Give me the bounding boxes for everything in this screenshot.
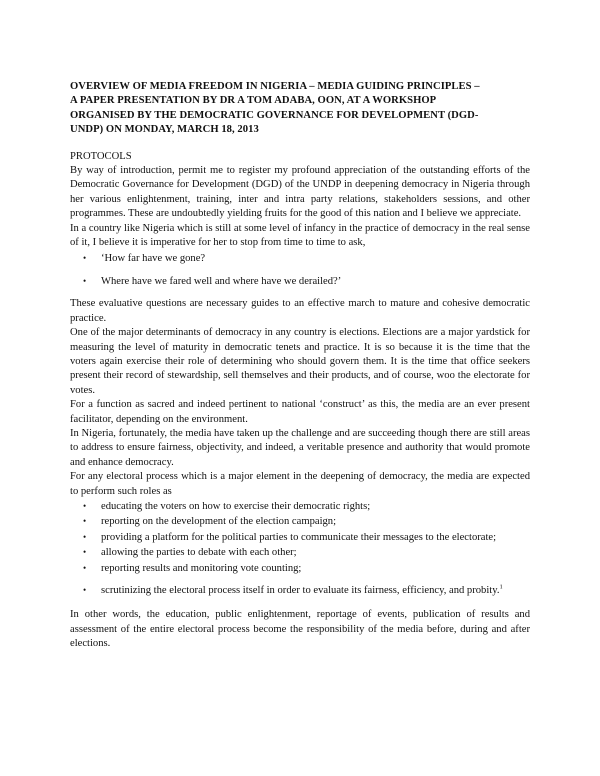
paragraph-nigeria-media: In Nigeria, fortunately, the media have taken up the challenge and are succeeding though there are still areas to address to ensure fairness, objectivity, and indeed, a veritable presence and authority that would promote and enhance democracy.	[70, 427, 530, 468]
list-item-text: reporting results and monitoring vote counting;	[101, 562, 302, 574]
title-line: OVERVIEW OF MEDIA FREEDOM IN NIGERIA – MEDIA GUIDING PRINCIPLES –	[70, 81, 480, 92]
list-item	[83, 252, 530, 266]
list-item	[83, 531, 530, 545]
question-list	[83, 252, 530, 289]
list-item-text: reporting on the development of the election campaign;	[101, 516, 337, 528]
bullet-icon: •	[83, 500, 87, 511]
title-line: A PAPER PRESENTATION BY DR A TOM ADABA, OON, AT A WORKSHOP	[70, 95, 437, 107]
paragraph-facilitator: For a function as sacred and indeed pertinent to national ‘construct’ as this, the media are an ever present facilitator, depending on the environment.	[70, 399, 530, 425]
paragraph-evaluative: These evaluative questions are necessary guides to an effective march to mature and cohesive democratic practice.	[70, 298, 530, 324]
paragraph-introduction: By way of introduction, permit me to register my profound appreciation of the outstanding efforts of the Democratic Governance for Development (DGD) of the UNDP in deepening democracy in Nigeria through her various enlightenment, training, inter and intra party relations, stakeholders sessions, and other programmes. These are undoubtedly yielding fruits for the good of this nation and I believe we appreciate.	[70, 165, 530, 220]
list-item	[83, 584, 530, 598]
bullet-icon: •	[83, 275, 87, 286]
title-line: ORGANISED BY THE DEMOCRATIC GOVERNANCE FOR DEVELOPMENT (DGD-	[70, 109, 479, 121]
list-item	[83, 515, 530, 529]
document-title	[70, 80, 530, 138]
bullet-icon: •	[83, 562, 87, 573]
list-item-text: educating the voters on how to exercise their democratic rights;	[101, 500, 371, 512]
list-item-text: ‘How far have we gone?	[101, 253, 206, 265]
protocols-heading: PROTOCOLS	[70, 150, 132, 162]
list-item	[83, 546, 530, 560]
footnote-marker: 1	[499, 583, 503, 591]
list-item-text: providing a platform for the political parties to communicate their messages to the electorate;	[101, 531, 497, 543]
bullet-icon: •	[83, 516, 87, 527]
list-item-text: Where have we fared well and where have we derailed?’	[101, 275, 342, 287]
list-item	[83, 562, 530, 576]
list-item-text: scrutinizing the electoral process itself in order to evaluate its fairness, efficiency, and probity.	[101, 585, 500, 596]
paragraph-conclusion: In other words, the education, public enlightenment, reportage of events, publication of results and assessment of the entire electoral process become the responsibility of the media before, during and after elections.	[70, 609, 530, 650]
bullet-icon: •	[83, 531, 87, 542]
list-item-text: allowing the parties to debate with each other;	[101, 547, 297, 559]
bullet-icon: •	[83, 585, 87, 595]
list-item	[83, 500, 530, 514]
paragraph-elections: One of the major determinants of democracy in any country is elections. Elections are a major yardstick for measuring the level of maturity in democratic tenets and practice. It is so because it is the time that the voters again exercise their role of determining who should govern them. It is the time that office seekers present their record of stewardship, sell themselves and their products, and of course, woo the electorate for votes.	[70, 327, 530, 396]
bullet-icon: •	[83, 547, 87, 558]
paragraph-roles-intro: For any electoral process which is a major element in the deepening of democracy, the media are expected to perform such roles as	[70, 471, 530, 497]
roles-list	[83, 500, 530, 598]
bullet-icon: •	[83, 253, 87, 264]
list-item	[83, 275, 530, 289]
paragraph-infancy: In a country like Nigeria which is still at some level of infancy in the practice of democracy in the real sense of it, I believe it is imperative for her to stop from time to time to ask,	[70, 222, 530, 249]
title-line: UNDP) ON MONDAY, MARCH 18, 2013	[70, 124, 259, 136]
